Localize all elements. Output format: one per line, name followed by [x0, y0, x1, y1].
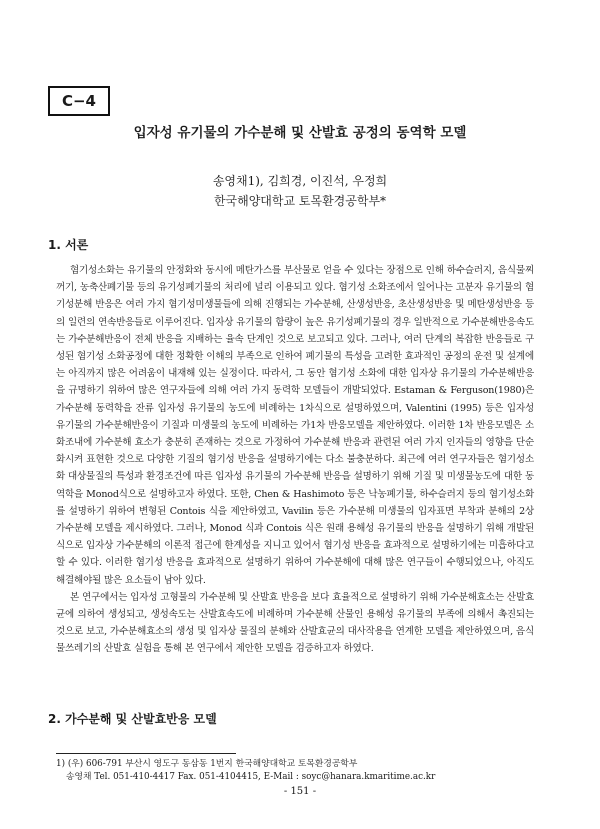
section-2-heading: 2. 가수분해 및 산발효반응 모델: [48, 712, 217, 726]
author-list: 송영채1), 김희경, 이진석, 우정희: [212, 174, 388, 188]
section-1-heading: 1. 서론: [48, 238, 89, 252]
footnote: [56, 758, 556, 784]
page-number: - 151 -: [283, 786, 317, 797]
footnote-contact: 송영채 Tel. 051-410-4417 Fax. 051-4104415, E-Mail : soyc@hanara.kmaritime.ac.kr: [66, 772, 436, 782]
footnote-address: 1) (우) 606-791 부산시 영도구 동삼동 1번지 한국해양대학교 토목환경공학부: [56, 759, 358, 769]
paragraph-1: 혐기성소화는 유기물의 안정화와 동시에 메탄가스를 부산물로 얻을 수 있다는 장점으로 인해 하수슬러지, 음식물찌꺼기, 농축산폐기물 등의 유기성폐기물의 처리에 널리 이용되고 있다. 혐기성 소화조에서 일어나는 고분자 유기물의 혐기성분해 반응은 여러 가지 혐기성미생물들에 의해 진행되는 가수분해, 산생성반응, 초산생성반응 및 메탄생성반응 등의 일련의 연속반응들로 이루어진다. 입자상 유기물의 함량이 높은 유기성폐기물의 경우 일반적으로 가수분해반응속도는 가수분해반응이 전체 반응을 지배하는 율속 단계인 것으로 보고되고 있다. 그러나, 여러 단계의 복잡한 반응들로 구성된 혐기성 소화공정에 대한 정확한 이해의 부족으로 인하여 폐기물의 특성을 고려한 효과적인 공정의 운전 및 설계에는 아직까지 많은 어려움이 내재해 있는 실정이다. 따라서, 그 동안 혐기성 소화에 대한 입자상 유기물의 가수분해반응을 규명하기 위하여 많은 연구자들에 의해 여러 가지 동력학 모델들이 개발되었다. Estaman & Ferguson(1980)은 가수분해 동력학을 잔류 입자성 유기물의 농도에 비례하는 1차식으로 설명하였으며, Valentini (1995) 등은 입자성 유기물의 가수분해반응이 기질과 미생물의 농도에 비례하는 가1차 반응모델을 제안하였다. 이러한 1차 반응모델은 소화조내에 가수분해 효소가 충분히 존재하는 것으로 가정하여 가수분해 반응과 관련된 여러 가지 인자들의 영향을 단순화시켜 표현한 것으로 다양한 기질의 혐기성 반응을 설명하기에는 다소 불충분하다. 최근에 여러 연구자들은 혐기성소화 대상물질의 특성과 환경조건에 따른 입자성 유기물의 가수분해 반응을 설명하기 위해 기질 및 미생물농도에 대한 동역학을 Monod식으로 설명하고자 하였다. 또한, Chen & Hashimoto 등은 낙농폐기물, 하수슬러지 등의 혐기성소화를 설명하기 위하여 변형된 Contois 식을 제안하였고, Vavilin 등은 가수분해 미생물의 입자표면 부착과 분해의 2상 가수분해 모델을 제시하였다. 그러나, Monod 식과 Contois 식은 원래 용해성 유기물의 반응을 설명하기 위해 개발된 식으로 입자상 가수분해의 이론적 접근에 한계성을 지니고 있어서 혐기성 반응을 효과적으로 설명하기에는 미흡하다고 할 수 있다. 이러한 혐기성 반응을 효과적으로 설명하기 위하여 가수분해에 대해 많은 연구들이 수행되었으나, 아직도 해결해야될 많은 요소들이 남아 있다.: [56, 265, 534, 586]
footnote-divider: [56, 753, 236, 754]
paper-code-box: C−4: [48, 86, 110, 116]
paper-title: 입자성 유기물의 가수분해 및 산발효 공정의 동역학 모델: [133, 125, 467, 141]
section-1-body: [56, 262, 534, 658]
affiliation: 한국해양대학교 토목환경공학부*: [213, 194, 387, 208]
paragraph-2: 본 연구에서는 입자성 고형물의 가수분해 및 산발효 반응을 보다 효율적으로 설명하기 위해 가수분해효소는 산발효균에 의하여 생성되고, 생성속도는 산발효속도에 비례하며 가수분해 산물인 용해성 유기물의 부족에 의해서 촉진되는 것으로 보고, 가수분해효소의 생성 및 입자상 물질의 분해와 산발효균의 대사작용을 연계한 모델을 제안하였으며, 음식물쓰레기의 산발효 실험을 통해 본 연구에서 제안한 모델을 검증하고자 하였다.: [56, 591, 534, 655]
